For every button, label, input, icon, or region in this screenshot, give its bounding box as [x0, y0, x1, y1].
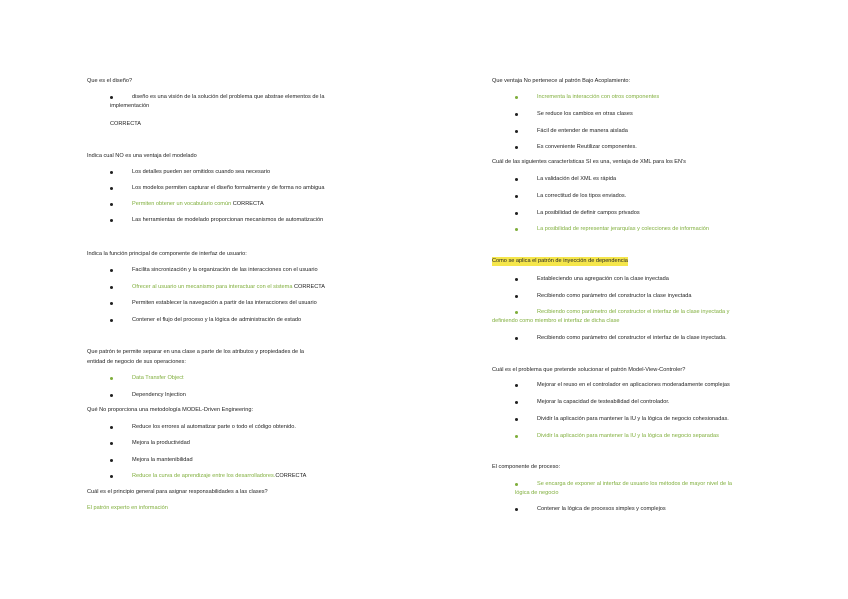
answer: Recibiendo como parámetro del constructor el interfaz de la clase inyectada. — [537, 335, 727, 341]
answer: La validación del XML es rápida — [537, 176, 617, 182]
bullet — [110, 377, 113, 380]
answer-correct: Reduce la curva de aprendizaje entre los desarrolladores. — [132, 473, 276, 479]
answer: Estableciendo una agregación con la clase inyectada — [537, 276, 669, 282]
bullet — [110, 394, 113, 397]
answer: Los modelos permiten capturar el diseño formalmente y de forma no ambigua — [132, 185, 325, 191]
answer: Mejora la mantenibilidad — [132, 457, 193, 463]
answer: Reduce los errores al automatizar parte o todo el código obtenido. — [132, 424, 296, 430]
answer-correct: Permiten obtener un vocabulario común — [132, 201, 232, 207]
answer-correct-line1: Se encarga de exponer al interfaz de usuario los métodos de mayor nivel de la — [537, 481, 732, 487]
question-mde: Qué No proporciona una metodología MODEL-Driven Engineering: — [87, 407, 254, 413]
bullet — [515, 195, 518, 198]
bullet — [110, 203, 113, 206]
bullet — [110, 219, 113, 222]
question-mvc: Cuál es el problema que pretende solucionar el patrón Model-View-Controler? — [492, 367, 686, 373]
bullet — [110, 286, 113, 289]
answer: Contener el flujo del proceso y la lógica de administración de estado — [132, 317, 302, 323]
question-xml: Cuál de las siguientes características SI es una, ventaja de XML para los EN's — [492, 159, 686, 165]
bullet — [110, 302, 113, 305]
bullet — [515, 311, 518, 314]
correct-mark: CORRECTA — [275, 473, 307, 479]
correct-mark: CORRECTA — [232, 201, 264, 207]
answer-correct-line — [132, 283, 325, 292]
answer: La posibilidad de definir campos privados — [537, 210, 640, 216]
correct-mark: CORRECTA — [110, 121, 141, 127]
question-process-component: El componente de proceso: — [492, 464, 561, 470]
bullet — [515, 384, 518, 387]
answer-correct-line — [132, 200, 264, 209]
answer-correct: Ofrecer al usuario un mecanismo para interactuar con el sistema — [132, 284, 293, 290]
answer-correct: Dividir la aplicación para mantener la IU y la lógica de negocio separadas — [537, 433, 719, 439]
bullet — [515, 130, 518, 133]
bullet — [515, 212, 518, 215]
bullet — [110, 187, 113, 190]
answer-correct-line2: lógica de negocio — [515, 490, 559, 496]
question-low-coupling: Que ventaja No pertenece al patrón Bajo Acoplamiento: — [492, 78, 631, 84]
answer: Dependency Injection — [132, 392, 186, 398]
answer: Las herramientas de modelado proporcionan mecanismos de automatización — [132, 217, 324, 223]
answer-design: diseño es una visión de la solución del problema que abstrae elementos de la implementación — [110, 94, 325, 109]
bullet — [110, 426, 113, 429]
question-modeling: Indica cual NO es una ventaja del modelado — [87, 153, 197, 159]
bullet — [110, 442, 113, 445]
bullet — [110, 475, 113, 478]
answer-correct: El patrón experto en información — [87, 505, 168, 511]
bullet — [515, 418, 518, 421]
question-pattern-line2: entidad de negocio de sus operaciones: — [87, 359, 186, 365]
bullet — [515, 178, 518, 181]
correct-mark: CORRECTA — [294, 284, 325, 290]
answer-correct: Incrementa la interacción con otros componentes — [537, 94, 660, 100]
answer-correct-line1: Recibiendo como parámetro del constructor el interfaz de la clase inyectada y — [537, 309, 730, 315]
bullet — [515, 146, 518, 149]
answer: Mejorar el reuso en el controlador en aplicaciones moderadamente complejas — [537, 382, 730, 388]
question-design: Que es el diseño? — [87, 78, 133, 84]
question-pattern-line1: Que patrón te permite separar en una clase a parte de los atributos y propiedades de la — [87, 349, 305, 355]
bullet — [515, 483, 518, 486]
answer: Permiten establecer la navegación a partir de las interacciones del usuario — [132, 300, 317, 306]
bullet — [515, 337, 518, 340]
question-responsibilities: Cuál es el principio general para asignar responsabilidades a las clases? — [87, 489, 268, 495]
answer: Mejorar la capacidad de testeabilidad del controlador. — [537, 399, 670, 405]
answer: Fácil de entender de manera aislada — [537, 128, 628, 134]
bullet — [110, 269, 113, 272]
answer-correct: Data Transfer Object — [132, 375, 184, 381]
answer-correct-line2: definiendo como miembro el interfaz de dicha clase — [492, 318, 620, 324]
bullet — [515, 401, 518, 404]
answer: Se reduce los cambios en otras clases — [537, 111, 633, 117]
bullet — [110, 459, 113, 462]
answer: Es conveniente Reutilizar componentes. — [537, 144, 637, 150]
answer: La correctitud de los tipos enviados. — [537, 193, 627, 199]
answer: Dividir la aplicación para mantener la IU y la lógica de negocio cohesionadas. — [537, 416, 729, 422]
bullet — [110, 171, 113, 174]
answer: Mejora la productividad — [132, 440, 190, 446]
answer: Los detalles pueden ser omitidos cuando sea necesario — [132, 169, 271, 175]
bullet — [515, 508, 518, 511]
bullet — [110, 319, 113, 322]
bullet — [515, 295, 518, 298]
answer: Recibiendo como parámetro del constructor la clase inyectada — [537, 293, 692, 299]
question-dependency-injection: Como se aplica el patrón de inyección de dependencia — [492, 258, 628, 264]
answer-correct: La posibilidad de representar jerarquías y colecciones de información — [537, 226, 709, 232]
bullet — [515, 278, 518, 281]
bullet — [515, 435, 518, 438]
answer: Facilita sincronización y la organización de las interacciones con el usuario — [132, 267, 318, 273]
bullet — [515, 113, 518, 116]
bullet — [515, 96, 518, 99]
answer: Contener la lógica de procesos simples y complejos — [537, 506, 666, 512]
answer-correct-line — [132, 472, 306, 481]
bullet — [515, 228, 518, 231]
question-ui-component: Indica la función principal de componente de interfaz de usuario: — [87, 251, 247, 257]
